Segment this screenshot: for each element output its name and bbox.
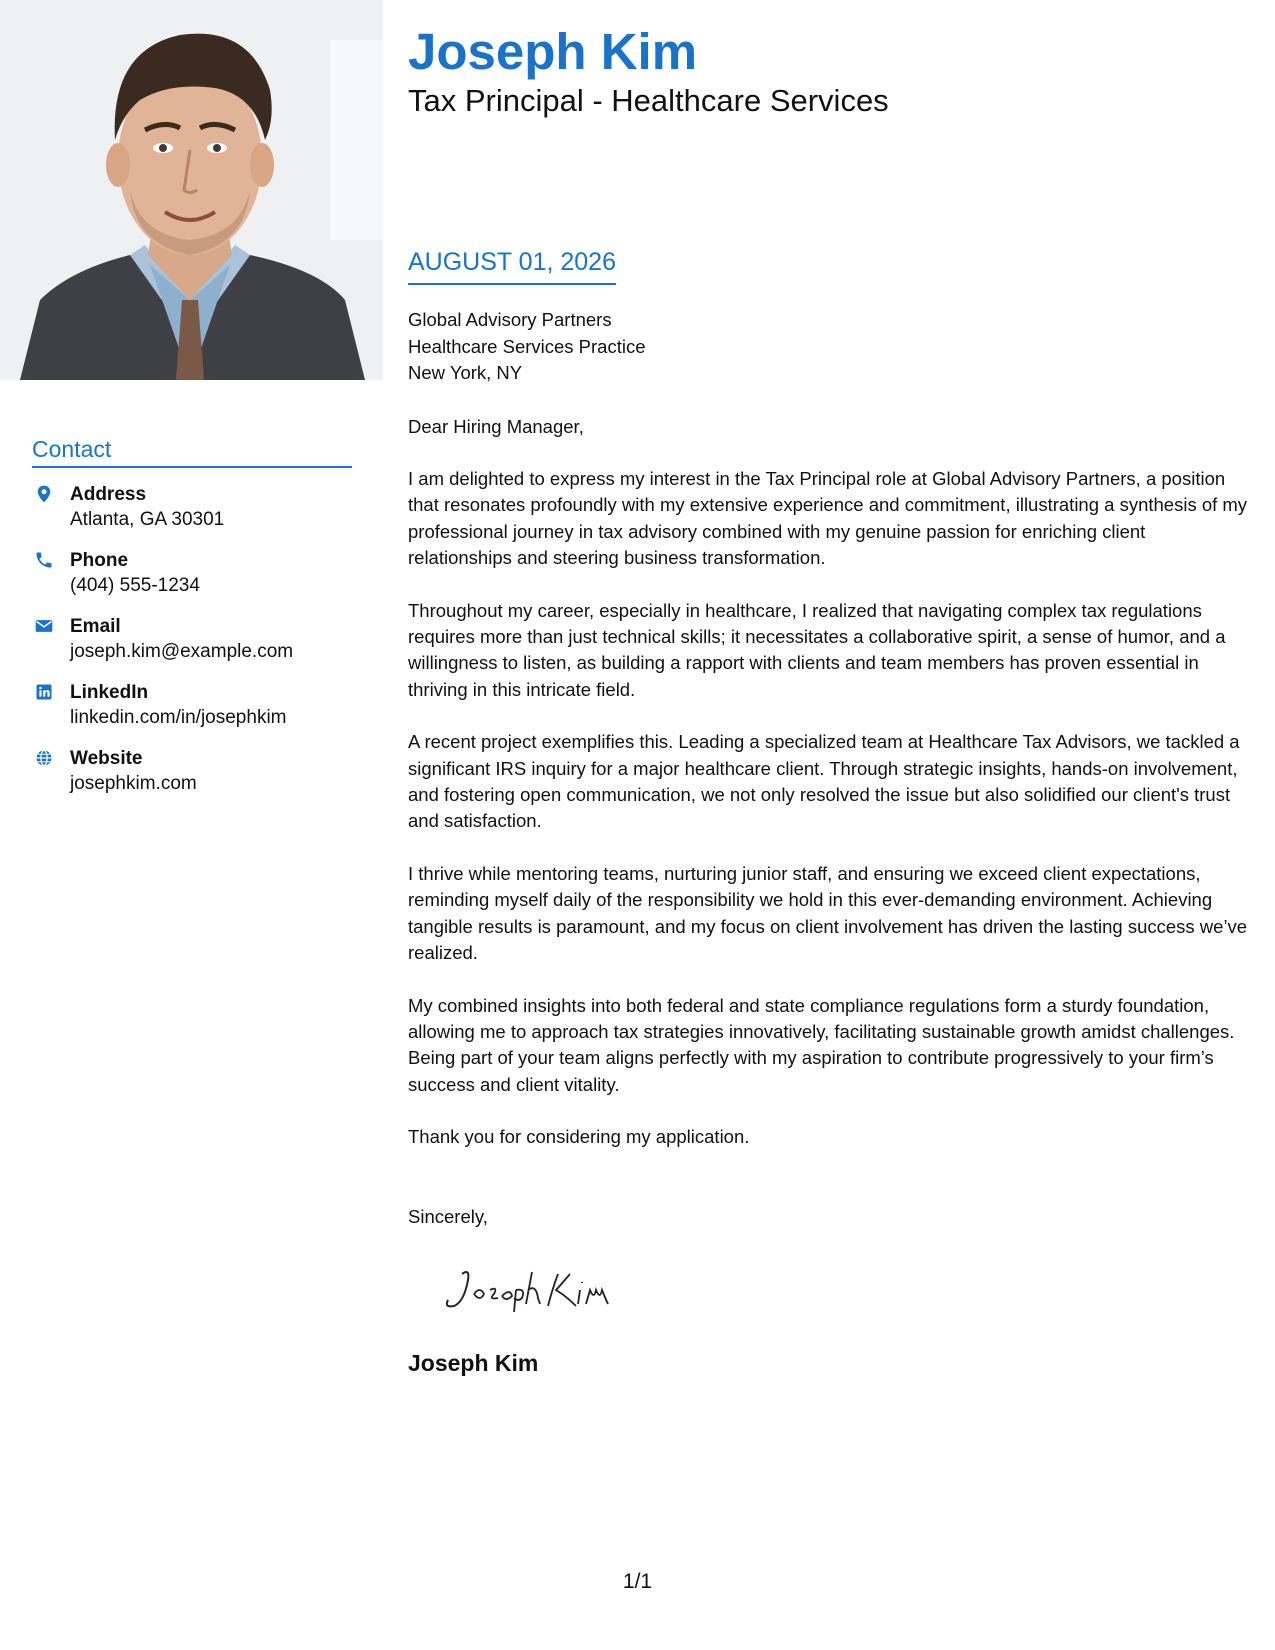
contact-label: Phone <box>70 550 129 571</box>
body-paragraph: I thrive while mentoring teams, nurturing junior staff, and ensuring we exceed client expectations, reminding myself daily of the responsibility we hold in this ever-demanding environment. Achieving tangible results is paramount, and my focus on client involvement has driven the lasting success we’ve realized. <box>408 863 1248 963</box>
closing: Sincerely, <box>408 1206 488 1227</box>
portrait-illustration <box>0 0 383 380</box>
email-value[interactable]: joseph.kim@example.com <box>70 641 294 662</box>
letter-header <box>408 22 1248 120</box>
website-value[interactable]: josephkim.com <box>70 773 197 794</box>
contact-sidebar <box>32 436 352 812</box>
linkedin-value[interactable]: linkedin.com/in/josephkim <box>70 707 287 728</box>
contact-item-linkedin <box>32 680 352 730</box>
salutation: Dear Hiring Manager, <box>408 416 584 437</box>
profile-photo <box>0 0 383 380</box>
letter-body <box>408 466 1248 1177</box>
page-number: 1/1 <box>622 1570 653 1593</box>
recipient-location: New York, NY <box>408 362 523 383</box>
map-pin-icon <box>34 484 54 504</box>
address-value: Atlanta, GA 30301 <box>70 509 225 530</box>
email-icon <box>34 616 54 636</box>
phone-icon <box>34 550 54 570</box>
body-paragraph: I am delighted to express my interest in the Tax Principal role at Global Advisory Partners, a position that resonates profoundly with my extensive experience and commitment, illustrating a synthesis of my professional journey in tax advisory combined with my genuine passion for enriching client relationships and steering business transformation. <box>408 468 1248 568</box>
contact-label: Website <box>70 748 143 769</box>
globe-icon <box>34 748 54 768</box>
body-paragraph: My combined insights into both federal and state compliance regulations form a sturdy foundation, allowing me to approach tax strategies innovatively, facilitating sustainable growth amidst challenges. Being part of your team aligns perfectly with my aspiration to contribute progressively to your firm’s success and client vitality. <box>408 994 1235 1095</box>
linkedin-icon <box>34 682 54 702</box>
recipient-department: Healthcare Services Practice <box>408 335 646 357</box>
handwritten-signature <box>440 1260 640 1320</box>
contact-item-phone <box>32 548 352 598</box>
letter-date: AUGUST 01, 2026 <box>408 248 616 285</box>
job-title: Tax Principal - Healthcare Services <box>408 83 889 118</box>
contact-item-address <box>32 482 352 532</box>
phone-value: (404) 555-1234 <box>70 575 200 596</box>
contact-label: LinkedIn <box>70 682 149 703</box>
contact-label: Email <box>70 616 121 637</box>
contact-item-website <box>32 746 352 796</box>
recipient-company: Global Advisory Partners <box>408 309 612 330</box>
applicant-name: Joseph Kim <box>408 23 698 80</box>
body-paragraph: Throughout my career, especially in healthcare, I realized that navigating complex tax regulations requires more than just technical skills; it necessitates a collaborative spirit, a sense of humor, and a willingness to listen, as building a rapport with clients and team members has proven essential in thriving in this intricate field. <box>408 599 1226 700</box>
contact-heading: Contact <box>32 436 352 468</box>
body-paragraph: A recent project exemplifies this. Leading a specialized team at Healthcare Tax Advisors, we tackled a significant IRS inquiry for a major healthcare client. Through strategic insights, hands-on involvement, and fostering open communication, we not only resolved the issue but also solidified our client's trust and satisfaction. <box>408 731 1240 832</box>
body-paragraph: Thank you for considering my application. <box>408 1126 750 1148</box>
contact-label: Address <box>70 484 147 505</box>
contact-item-email <box>32 614 352 664</box>
signer-name: Joseph Kim <box>408 1350 539 1376</box>
recipient-block <box>408 307 646 387</box>
